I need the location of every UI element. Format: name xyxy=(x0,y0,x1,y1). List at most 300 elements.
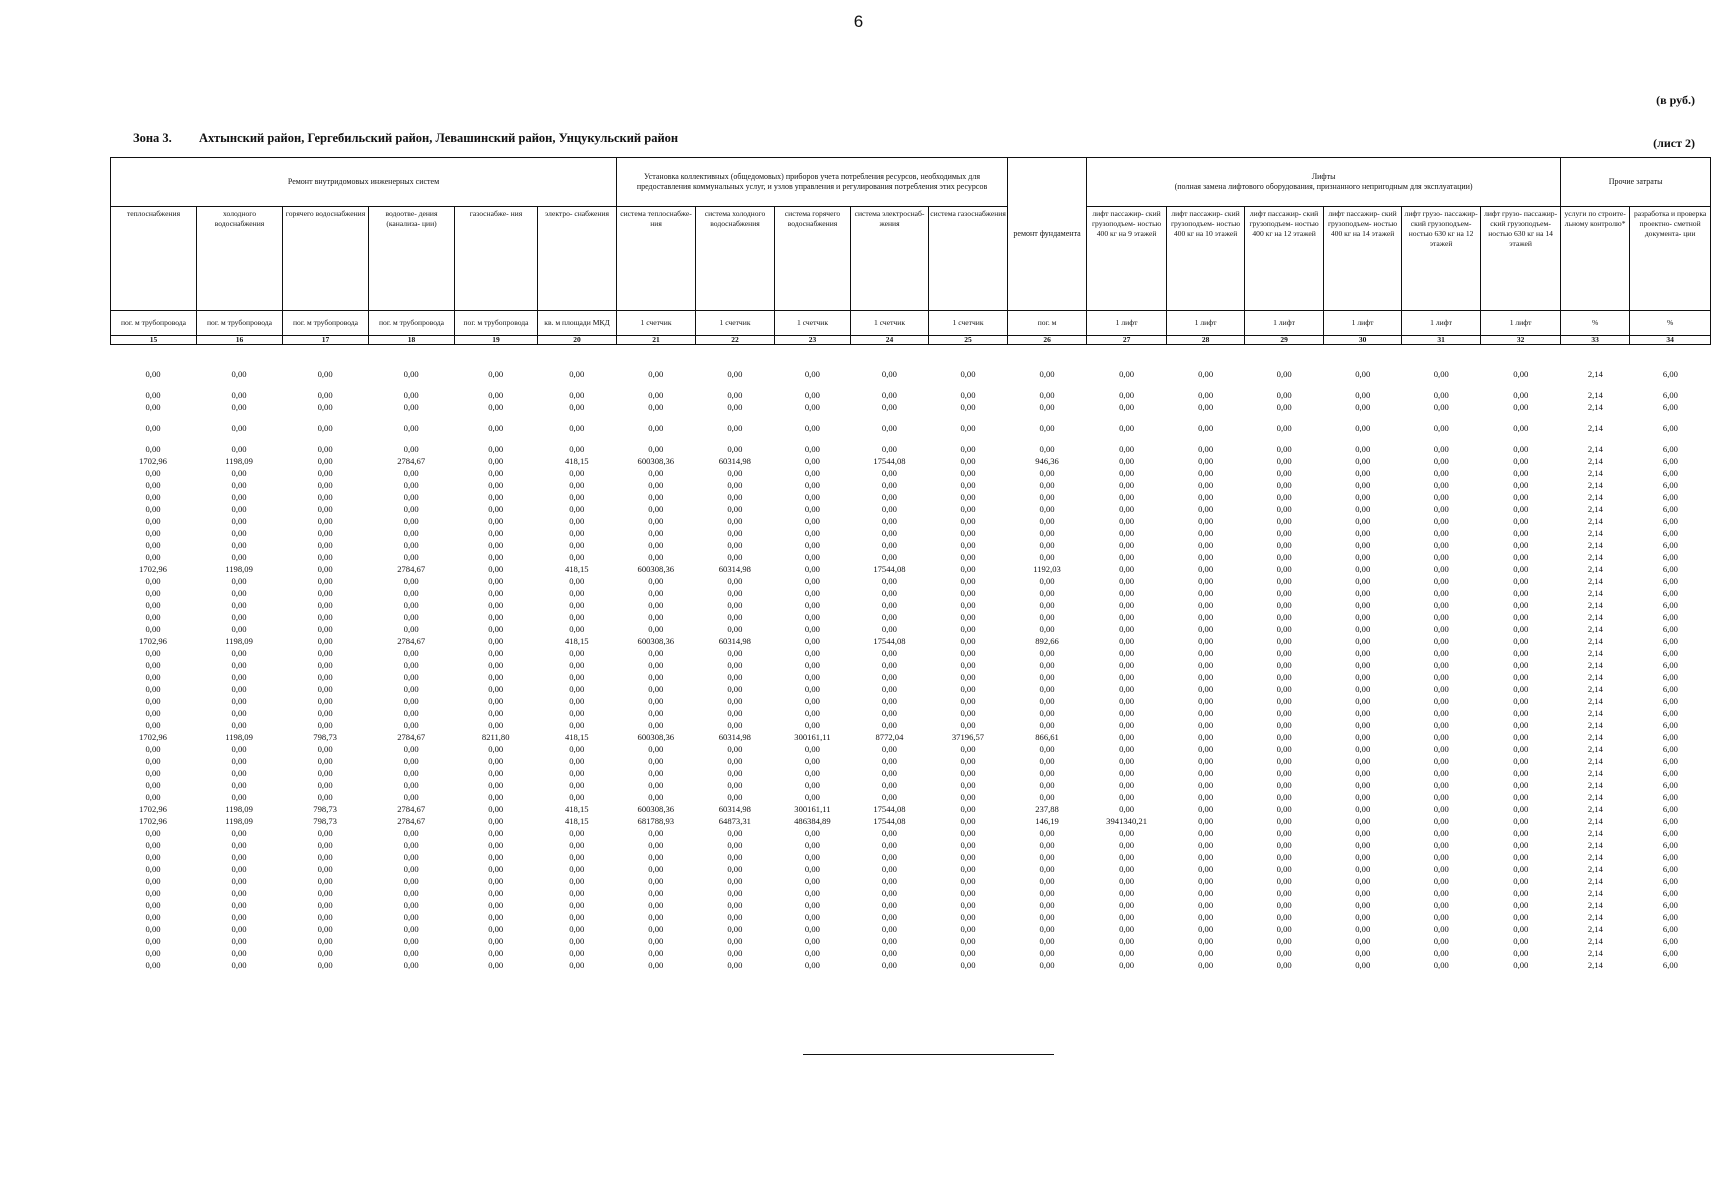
table-cell: 0,00 xyxy=(1433,564,1449,574)
table-cell: 6,00 xyxy=(1662,948,1678,958)
table-cell: 2,14 xyxy=(1587,744,1603,754)
table-cell: 0,00 xyxy=(648,390,664,400)
table-cell: 0,00 xyxy=(804,564,820,574)
table-cell: 0,00 xyxy=(488,900,504,910)
table-cell: 0,00 xyxy=(317,504,333,514)
table-cell: 0,00 xyxy=(1433,792,1449,802)
table-cell: 0,00 xyxy=(1039,864,1055,874)
col-number: 18 xyxy=(369,336,455,345)
table-cell: 0,00 xyxy=(1355,876,1371,886)
table-cell: 0,00 xyxy=(1433,648,1449,658)
table-cell: 0,00 xyxy=(488,828,504,838)
col-header-24: система электроснаб- жения xyxy=(851,207,929,311)
table-cell: 418,15 xyxy=(564,816,589,826)
table-cell: 0,00 xyxy=(1198,402,1214,412)
table-cell: 0,00 xyxy=(960,369,976,379)
table-cell: 0,00 xyxy=(1433,528,1449,538)
table-cell: 0,00 xyxy=(1119,840,1135,850)
table-cell: 0,00 xyxy=(881,720,897,730)
table-row xyxy=(110,599,1711,611)
table-cell: 798,73 xyxy=(313,732,337,742)
table-cell: 0,00 xyxy=(1198,660,1214,670)
table-cell: 0,00 xyxy=(403,924,419,934)
table-cell: 0,00 xyxy=(648,756,664,766)
table-cell: 0,00 xyxy=(1513,612,1529,622)
table-cell: 0,00 xyxy=(1355,588,1371,598)
table-cell: 0,00 xyxy=(1513,840,1529,850)
table-row xyxy=(110,623,1711,635)
table-cell: 0,00 xyxy=(1355,468,1371,478)
table-cell: 0,00 xyxy=(231,828,247,838)
table-cell: 0,00 xyxy=(1276,402,1292,412)
table-cell: 0,00 xyxy=(648,780,664,790)
table-cell: 0,00 xyxy=(1513,864,1529,874)
table-cell: 0,00 xyxy=(145,924,161,934)
table-row xyxy=(110,803,1711,815)
table-cell: 0,00 xyxy=(569,864,585,874)
table-cell: 0,00 xyxy=(960,888,976,898)
table-cell: 0,00 xyxy=(727,540,743,550)
table-cell: 0,00 xyxy=(1198,600,1214,610)
table-cell: 0,00 xyxy=(145,492,161,502)
table-cell: 0,00 xyxy=(1276,756,1292,766)
table-cell: 2784,67 xyxy=(397,732,426,742)
table-cell: 0,00 xyxy=(727,696,743,706)
table-cell: 798,73 xyxy=(313,804,337,814)
table-cell: 0,00 xyxy=(317,948,333,958)
table-cell: 0,00 xyxy=(804,960,820,970)
table-cell: 2,14 xyxy=(1587,924,1603,934)
table-cell: 0,00 xyxy=(960,864,976,874)
table-cell: 6,00 xyxy=(1662,516,1678,526)
col-number: 29 xyxy=(1245,336,1324,345)
table-cell: 0,00 xyxy=(1119,768,1135,778)
table-cell: 2,14 xyxy=(1587,402,1603,412)
table-cell: 1702,96 xyxy=(139,564,167,574)
table-cell: 0,00 xyxy=(881,588,897,598)
table-cell: 0,00 xyxy=(488,756,504,766)
table-cell: 0,00 xyxy=(881,936,897,946)
table-cell: 0,00 xyxy=(1355,612,1371,622)
table-cell: 0,00 xyxy=(881,660,897,670)
table-cell: 0,00 xyxy=(1433,720,1449,730)
table-cell: 0,00 xyxy=(231,612,247,622)
table-cell: 6,00 xyxy=(1662,480,1678,490)
table-cell: 0,00 xyxy=(1513,684,1529,694)
table-cell: 60314,98 xyxy=(718,456,751,466)
table-cell: 0,00 xyxy=(1039,960,1055,970)
table-cell: 6,00 xyxy=(1662,540,1678,550)
table-cell: 6,00 xyxy=(1662,390,1678,400)
table-cell: 1702,96 xyxy=(139,816,167,826)
table-cell: 0,00 xyxy=(1355,480,1371,490)
table-cell: 60314,98 xyxy=(718,804,751,814)
table-cell: 0,00 xyxy=(804,423,820,433)
table-cell: 0,00 xyxy=(1433,468,1449,478)
table-cell: 0,00 xyxy=(403,423,419,433)
table-cell: 0,00 xyxy=(727,864,743,874)
table-cell: 0,00 xyxy=(403,504,419,514)
table-cell: 0,00 xyxy=(960,456,976,466)
table-cell: 0,00 xyxy=(1513,636,1529,646)
table-cell: 0,00 xyxy=(881,672,897,682)
table-cell: 0,00 xyxy=(727,912,743,922)
table-cell: 600308,36 xyxy=(637,804,675,814)
table-cell: 0,00 xyxy=(1433,600,1449,610)
table-cell: 0,00 xyxy=(1276,708,1292,718)
table-cell: 0,00 xyxy=(881,744,897,754)
table-cell: 60314,98 xyxy=(718,636,751,646)
col-header-32: лифт грузо- пассажир- ский грузоподъем- ностью 630 кг на 14 этажей xyxy=(1481,207,1561,311)
table-cell: 0,00 xyxy=(488,636,504,646)
table-cell: 0,00 xyxy=(1355,708,1371,718)
unit-20: кв. м площади МКД xyxy=(538,311,617,336)
table-cell: 0,00 xyxy=(488,876,504,886)
table-cell: 0,00 xyxy=(727,672,743,682)
table-cell: 0,00 xyxy=(1433,492,1449,502)
table-cell: 0,00 xyxy=(488,852,504,862)
table-cell: 681788,93 xyxy=(637,816,675,826)
table-cell: 0,00 xyxy=(403,492,419,502)
table-cell: 0,00 xyxy=(1433,744,1449,754)
table-cell: 0,00 xyxy=(1119,828,1135,838)
table-cell: 0,00 xyxy=(727,756,743,766)
table-cell: 0,00 xyxy=(145,948,161,958)
table-cell: 0,00 xyxy=(1513,456,1529,466)
table-cell: 0,00 xyxy=(1513,648,1529,658)
table-cell: 0,00 xyxy=(145,444,161,454)
table-cell: 0,00 xyxy=(1119,468,1135,478)
table-cell: 0,00 xyxy=(648,588,664,598)
table-cell: 6,00 xyxy=(1662,732,1678,742)
table-cell: 0,00 xyxy=(488,528,504,538)
col-header-30: лифт пассажир- ский грузоподъем- ностью 400 кг на 14 этажей xyxy=(1324,207,1402,311)
table-cell: 0,00 xyxy=(403,624,419,634)
table-row xyxy=(110,839,1711,851)
col-number: 19 xyxy=(455,336,538,345)
zone-title xyxy=(133,131,678,146)
table-cell: 0,00 xyxy=(231,390,247,400)
table-cell: 0,00 xyxy=(488,369,504,379)
table-cell: 17544,08 xyxy=(873,816,906,826)
table-cell: 0,00 xyxy=(317,564,333,574)
table-cell: 1702,96 xyxy=(139,732,167,742)
table-cell: 60314,98 xyxy=(718,564,751,574)
table-cell: 0,00 xyxy=(1433,768,1449,778)
unit-28: 1 лифт xyxy=(1167,311,1245,336)
table-row xyxy=(110,731,1711,743)
unit-22: 1 счетчик xyxy=(696,311,775,336)
col-header-23: система горячего водоснабжения xyxy=(775,207,851,311)
col-header-foundation: ремонт фундамента xyxy=(1008,158,1087,311)
table-cell: 0,00 xyxy=(488,816,504,826)
table-cell: 6,00 xyxy=(1662,402,1678,412)
table-cell: 600308,36 xyxy=(637,732,675,742)
group-header-lifts xyxy=(1087,158,1561,207)
table-cell: 0,00 xyxy=(231,369,247,379)
table-cell: 17544,08 xyxy=(873,804,906,814)
table-cell: 0,00 xyxy=(1355,528,1371,538)
table-cell: 892,66 xyxy=(1035,636,1059,646)
table-cell: 0,00 xyxy=(881,402,897,412)
table-row xyxy=(110,479,1711,491)
table-cell: 0,00 xyxy=(1276,540,1292,550)
table-cell: 0,00 xyxy=(403,888,419,898)
table-cell: 0,00 xyxy=(881,888,897,898)
table-cell: 0,00 xyxy=(1039,792,1055,802)
table-cell: 0,00 xyxy=(804,756,820,766)
table-cell: 0,00 xyxy=(231,936,247,946)
table-cell: 418,15 xyxy=(564,804,589,814)
table-cell: 0,00 xyxy=(145,900,161,910)
table-cell: 0,00 xyxy=(1513,564,1529,574)
table-cell: 0,00 xyxy=(960,516,976,526)
table-cell: 0,00 xyxy=(1198,504,1214,514)
table-cell: 0,00 xyxy=(1276,612,1292,622)
col-header-27: лифт пассажир- ский грузоподъем- ностью 400 кг на 9 этажей xyxy=(1087,207,1167,311)
table-cell: 0,00 xyxy=(1276,960,1292,970)
table-row xyxy=(110,635,1711,647)
table-cell: 0,00 xyxy=(145,468,161,478)
table-cell: 0,00 xyxy=(881,612,897,622)
table-cell: 0,00 xyxy=(569,648,585,658)
table-cell: 0,00 xyxy=(145,528,161,538)
table-cell: 0,00 xyxy=(804,402,820,412)
table-cell: 2,14 xyxy=(1587,720,1603,730)
table-cell: 0,00 xyxy=(1039,876,1055,886)
table-cell: 0,00 xyxy=(804,720,820,730)
table-cell: 0,00 xyxy=(1039,660,1055,670)
footer-line xyxy=(803,1054,1054,1055)
table-cell: 0,00 xyxy=(403,720,419,730)
table-cell: 0,00 xyxy=(1355,912,1371,922)
table-cell: 0,00 xyxy=(1276,588,1292,598)
table-cell: 0,00 xyxy=(1355,888,1371,898)
table-cell: 0,00 xyxy=(881,828,897,838)
table-cell: 0,00 xyxy=(1276,852,1292,862)
table-cell: 1192,03 xyxy=(1033,564,1061,574)
table-cell: 0,00 xyxy=(881,390,897,400)
table-cell: 0,00 xyxy=(648,792,664,802)
table-cell: 0,00 xyxy=(403,756,419,766)
table-cell: 6,00 xyxy=(1662,444,1678,454)
table-cell: 0,00 xyxy=(145,423,161,433)
page-number: 6 xyxy=(853,12,864,31)
table-cell: 0,00 xyxy=(488,696,504,706)
table-cell: 0,00 xyxy=(1039,936,1055,946)
table-cell: 0,00 xyxy=(145,756,161,766)
table-cell: 0,00 xyxy=(1513,936,1529,946)
table-cell: 0,00 xyxy=(804,504,820,514)
table-cell: 0,00 xyxy=(727,624,743,634)
table-cell: 0,00 xyxy=(1513,576,1529,586)
col-header-20: электро- снабжения xyxy=(538,207,617,311)
table-cell: 0,00 xyxy=(1355,660,1371,670)
table-cell: 0,00 xyxy=(231,660,247,670)
table-cell: 0,00 xyxy=(804,540,820,550)
table-cell: 0,00 xyxy=(1433,504,1449,514)
table-cell: 0,00 xyxy=(1039,888,1055,898)
table-cell: 0,00 xyxy=(569,948,585,958)
table-cell: 0,00 xyxy=(488,864,504,874)
table-cell: 0,00 xyxy=(1276,492,1292,502)
table-cell: 0,00 xyxy=(960,564,976,574)
table-cell: 0,00 xyxy=(488,600,504,610)
table-cell: 0,00 xyxy=(881,708,897,718)
col-header-22: система холодного водоснабжения xyxy=(696,207,775,311)
table-cell: 0,00 xyxy=(804,936,820,946)
table-cell: 0,00 xyxy=(569,612,585,622)
col-header-29: лифт пассажир- ский грузоподъем- ностью 400 кг на 12 этажей xyxy=(1245,207,1324,311)
table-cell: 0,00 xyxy=(403,792,419,802)
table-row xyxy=(110,791,1711,803)
table-cell: 2,14 xyxy=(1587,576,1603,586)
table-cell: 0,00 xyxy=(569,492,585,502)
table-cell: 0,00 xyxy=(727,528,743,538)
table-row xyxy=(110,827,1711,839)
table-cell: 0,00 xyxy=(881,960,897,970)
table-cell: 2,14 xyxy=(1587,888,1603,898)
table-cell: 6,00 xyxy=(1662,660,1678,670)
table-cell: 0,00 xyxy=(804,660,820,670)
table-cell: 0,00 xyxy=(1513,540,1529,550)
col-number: 32 xyxy=(1481,336,1561,345)
table-cell: 0,00 xyxy=(648,528,664,538)
table-cell: 0,00 xyxy=(1119,402,1135,412)
table-cell: 0,00 xyxy=(804,876,820,886)
table-cell: 0,00 xyxy=(804,948,820,958)
table-cell: 0,00 xyxy=(403,840,419,850)
table-cell: 0,00 xyxy=(804,444,820,454)
table-cell: 0,00 xyxy=(231,696,247,706)
table-cell: 0,00 xyxy=(231,600,247,610)
table-cell: 0,00 xyxy=(569,936,585,946)
group-header-repair: Ремонт внутридомовых инженерных систем xyxy=(111,158,617,207)
table-cell: 0,00 xyxy=(1513,423,1529,433)
table-cell: 0,00 xyxy=(1039,924,1055,934)
table-cell: 0,00 xyxy=(1276,564,1292,574)
table-cell: 6,00 xyxy=(1662,708,1678,718)
table-cell: 0,00 xyxy=(488,588,504,598)
table-cell: 6,00 xyxy=(1662,456,1678,466)
table-cell: 0,00 xyxy=(881,864,897,874)
table-cell: 0,00 xyxy=(231,504,247,514)
table-cell: 0,00 xyxy=(1513,888,1529,898)
table-cell: 0,00 xyxy=(1276,948,1292,958)
table-cell: 0,00 xyxy=(960,852,976,862)
table-cell: 0,00 xyxy=(145,552,161,562)
table-cell: 300161,11 xyxy=(794,732,831,742)
row-spacer xyxy=(110,413,1711,422)
table-cell: 486384,89 xyxy=(794,816,831,826)
table-cell: 6,00 xyxy=(1662,780,1678,790)
table-cell: 0,00 xyxy=(145,912,161,922)
table-row xyxy=(110,368,1711,380)
table-cell: 0,00 xyxy=(804,369,820,379)
table-cell: 0,00 xyxy=(960,528,976,538)
col-header-25: система газоснабжения xyxy=(929,207,1008,311)
table-cell: 0,00 xyxy=(145,864,161,874)
table-cell: 0,00 xyxy=(403,390,419,400)
table-cell: 0,00 xyxy=(1433,876,1449,886)
table-cell: 0,00 xyxy=(1198,720,1214,730)
table-cell: 0,00 xyxy=(727,480,743,490)
table-cell: 0,00 xyxy=(1276,888,1292,898)
lifts-title: Лифты xyxy=(1311,172,1336,181)
table-cell: 0,00 xyxy=(1433,840,1449,850)
table-cell: 0,00 xyxy=(804,636,820,646)
table-cell: 2,14 xyxy=(1587,369,1603,379)
table-cell: 0,00 xyxy=(1198,528,1214,538)
table-cell: 0,00 xyxy=(403,768,419,778)
col-header-31: лифт грузо- пассажир- ский грузоподъем- ностью 630 кг на 12 этажей xyxy=(1402,207,1481,311)
table-cell: 0,00 xyxy=(569,600,585,610)
table-cell: 0,00 xyxy=(488,672,504,682)
table-cell: 0,00 xyxy=(1355,924,1371,934)
table-cell: 6,00 xyxy=(1662,912,1678,922)
table-cell: 0,00 xyxy=(1198,624,1214,634)
table-cell: 0,00 xyxy=(1039,612,1055,622)
table-cell: 0,00 xyxy=(1039,540,1055,550)
table-cell: 0,00 xyxy=(1433,423,1449,433)
table-cell: 418,15 xyxy=(564,636,589,646)
table-cell: 0,00 xyxy=(1119,696,1135,706)
table-cell: 0,00 xyxy=(881,624,897,634)
table-cell: 0,00 xyxy=(648,402,664,412)
table-cell: 0,00 xyxy=(317,780,333,790)
table-cell: 0,00 xyxy=(804,840,820,850)
unit-24: 1 счетчик xyxy=(851,311,929,336)
table-cell: 0,00 xyxy=(403,516,419,526)
table-cell: 0,00 xyxy=(569,888,585,898)
col-number: 20 xyxy=(538,336,617,345)
table-cell: 0,00 xyxy=(1119,780,1135,790)
table-cell: 0,00 xyxy=(403,876,419,886)
table-cell: 0,00 xyxy=(1355,732,1371,742)
table-cell: 0,00 xyxy=(569,468,585,478)
table-cell: 0,00 xyxy=(1276,924,1292,934)
table-cell: 0,00 xyxy=(881,369,897,379)
table-cell: 0,00 xyxy=(1433,624,1449,634)
table-cell: 6,00 xyxy=(1662,369,1678,379)
table-cell: 0,00 xyxy=(1119,660,1135,670)
table-cell: 0,00 xyxy=(804,516,820,526)
table-cell: 0,00 xyxy=(727,744,743,754)
table-cell: 0,00 xyxy=(804,648,820,658)
table-cell: 0,00 xyxy=(1513,708,1529,718)
table-row xyxy=(110,455,1711,467)
table-cell: 0,00 xyxy=(1433,888,1449,898)
table-cell: 0,00 xyxy=(1276,936,1292,946)
table-cell: 418,15 xyxy=(564,732,589,742)
table-cell: 6,00 xyxy=(1662,852,1678,862)
table-cell: 2,14 xyxy=(1587,456,1603,466)
table-cell: 0,00 xyxy=(403,444,419,454)
table-cell: 0,00 xyxy=(648,864,664,874)
table-cell: 0,00 xyxy=(727,468,743,478)
table-cell: 2784,67 xyxy=(397,456,426,466)
table-cell: 0,00 xyxy=(569,960,585,970)
table-cell: 0,00 xyxy=(317,576,333,586)
table-cell: 0,00 xyxy=(727,588,743,598)
table-cell: 0,00 xyxy=(1039,504,1055,514)
table-cell: 0,00 xyxy=(1039,720,1055,730)
table-cell: 0,00 xyxy=(1513,402,1529,412)
table-cell: 0,00 xyxy=(1355,636,1371,646)
unit-16: пог. м трубопровода xyxy=(197,311,283,336)
table-cell: 0,00 xyxy=(881,696,897,706)
table-cell: 0,00 xyxy=(1039,756,1055,766)
